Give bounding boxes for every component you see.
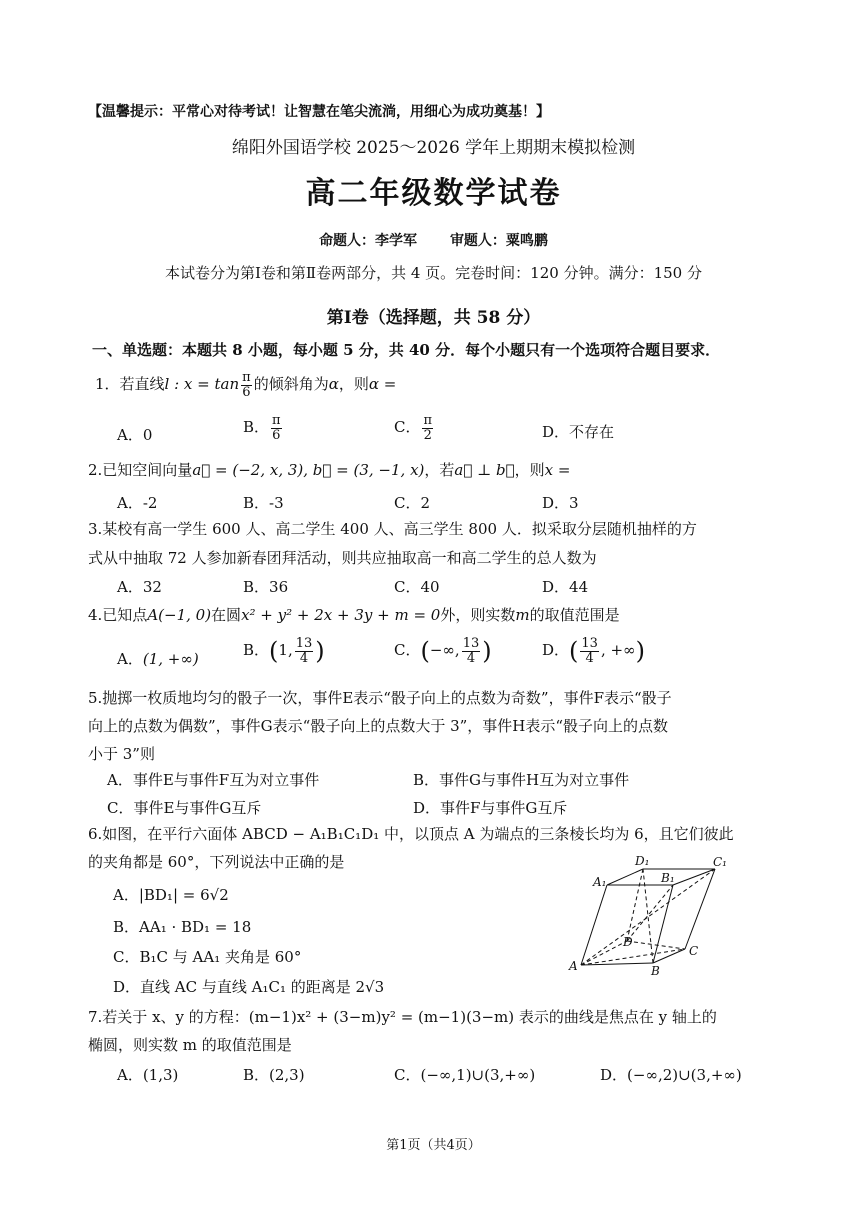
q4-option-d[interactable]: D．( $\frac{13}{4}$ , +∞) xyxy=(542,636,645,666)
q3-option-a[interactable]: A．32 xyxy=(117,578,162,596)
question-5-line-2: 向上的点数为偶数”，事件G表示“骰子向上的点数大于 3”，事件H表示“骰子向上的点数 xyxy=(88,717,669,735)
exam-tip: 【温馨提示：平常心对待考试！让智慧在笔尖流淌，用细心为成功奠基！】 xyxy=(88,104,550,120)
q6-option-c[interactable]: C．B₁C 与 AA₁ 夹角是 60° xyxy=(113,948,302,966)
label-a: A xyxy=(569,959,578,973)
q5-option-d[interactable]: D．事件F与事件G互斥 xyxy=(413,799,568,817)
q3-option-d[interactable]: D．44 xyxy=(542,578,589,596)
q2-option-d[interactable]: D．3 xyxy=(542,494,579,512)
label-d: D xyxy=(623,935,633,949)
label-b: B xyxy=(651,964,660,978)
q1-option-c[interactable]: C． $\frac{\pi}{2}$ xyxy=(394,413,433,443)
label-c1: C₁ xyxy=(713,855,727,869)
q4-option-a[interactable]: A．(1, +∞) xyxy=(117,650,199,668)
q4-option-b[interactable]: B．(1, $\frac{13}{4}$ ) xyxy=(243,636,325,666)
setter: 命题人：李学军 xyxy=(319,233,418,249)
q5-option-b[interactable]: B．事件G与事件H互为对立事件 xyxy=(413,771,630,789)
question-4: 4.已知点A(−1, 0)在圆x² + y² + 2x + 3y + m = 0外，则实数m的取值范围是 xyxy=(88,606,620,624)
label-b1: B₁ xyxy=(661,871,675,885)
question-7-line-2: 椭圆，则实数 m 的取值范围是 xyxy=(88,1036,292,1054)
q2-option-c[interactable]: C．2 xyxy=(394,494,431,512)
q7-option-d[interactable]: D．(−∞,2)∪(3,+∞) xyxy=(600,1066,742,1084)
q6-option-d[interactable]: D．直线 AC 与直线 A₁C₁ 的距离是 2√3 xyxy=(113,978,385,996)
question-1: 1．若直线l : x = tan $\frac{\pi}{6}$ 的倾斜角为α，则α = xyxy=(95,370,397,400)
label-c: C xyxy=(689,944,699,958)
q2-option-b[interactable]: B．-3 xyxy=(243,494,284,512)
q6-option-b[interactable]: B．AA₁ · BD₁ = 18 xyxy=(113,918,252,936)
question-7-line-1: 7.若关于 x、y 的方程：(m−1)x² + (3−m)y² = (m−1)(3−m) 表示的曲线是焦点在 y 轴上的 xyxy=(88,1008,717,1026)
exam-intro: 本试卷分为第Ⅰ卷和第Ⅱ卷两部分，共 4 页。完卷时间：120 分钟。满分：150 分 xyxy=(164,264,702,282)
school-line: 绵阳外国语学校 2025～2026 学年上期期末模拟检测 xyxy=(231,138,636,158)
q1-option-a[interactable]: A．0 xyxy=(117,426,153,444)
authors-line xyxy=(0,230,867,250)
label-d1: D₁ xyxy=(635,854,650,868)
question-3-line-2: 式从中抽取 72 人参加新春团拜活动，则共应抽取高一和高二学生的总人数为 xyxy=(88,549,597,567)
question-6-line-1: 6.如图，在平行六面体 ABCD − A₁B₁C₁D₁ 中，以顶点 A 为端点的三条棱长均为 6，且它们彼此 xyxy=(88,825,734,843)
q7-option-b[interactable]: B．(2,3) xyxy=(243,1066,305,1084)
q3-option-b[interactable]: B．36 xyxy=(243,578,289,596)
volume-title: 第Ⅰ卷（选择题，共 58 分） xyxy=(326,308,541,328)
q5-option-c[interactable]: C．事件E与事件G互斥 xyxy=(107,799,262,817)
q5-option-a[interactable]: A．事件E与事件F互为对立事件 xyxy=(107,771,320,789)
question-5-line-1: 5.抛掷一枚质地均匀的骰子一次，事件E表示“骰子向上的点数为奇数”，事件F表示“骰子 xyxy=(88,689,672,707)
q1-option-d[interactable]: D．不存在 xyxy=(542,423,615,441)
q1-option-b[interactable]: B． $\frac{\pi}{6}$ xyxy=(243,413,281,443)
q6-option-a[interactable]: A．|BD₁| = 6√2 xyxy=(113,886,229,904)
question-5-line-3: 小于 3”则 xyxy=(88,745,155,763)
q2-option-a[interactable]: A．-2 xyxy=(117,494,158,512)
q7-option-a[interactable]: A．(1,3) xyxy=(117,1066,179,1084)
question-2: 2.已知空间向量a⃗ = (−2, x, 3), b⃗ = (3, −1, x)，若a⃗ ⊥ b⃗，则x = xyxy=(88,461,571,479)
question-3-line-1: 3.某校有高一学生 600 人、高二学生 400 人、高三学生 800 人．拟采取分层随机抽样的方 xyxy=(88,520,697,538)
page-footer: 第1页（共4页） xyxy=(386,1138,481,1153)
question-6-line-2: 的夹角都是 60°，下列说法中正确的是 xyxy=(88,853,345,871)
q3-option-c[interactable]: C．40 xyxy=(394,578,440,596)
page-title: 高二年级数学试卷 xyxy=(305,176,562,211)
label-a1: A₁ xyxy=(593,875,607,889)
q7-option-c[interactable]: C．(−∞,1)∪(3,+∞) xyxy=(394,1066,536,1084)
section-heading: 一、单选题：本题共 8 小题，每小题 5 分，共 40 分．每个小题只有一个选项符合题目要求． xyxy=(92,341,721,359)
parallelepiped-figure xyxy=(565,852,745,982)
q4-option-c[interactable]: C．(−∞, $\frac{13}{4}$ ) xyxy=(394,636,492,666)
reviewer: 审题人：粟鸣鹏 xyxy=(449,233,548,249)
